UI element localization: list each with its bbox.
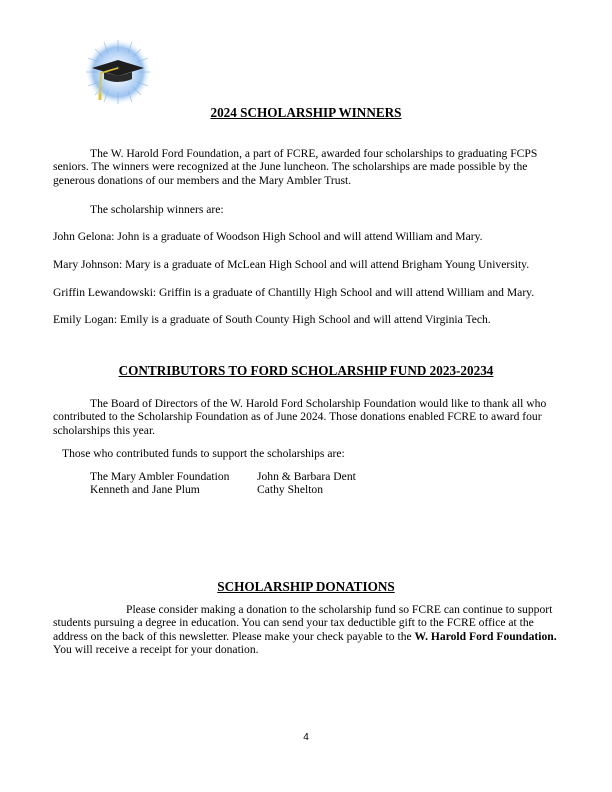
contributors-intro: The Board of Directors of the W. Harold Ford Scholarship Foundation would like to thank all who contributed to the Scholarship Foundation as of June 2024. Those donations enabled FCRE to award four scholarships this year. xyxy=(53,397,547,437)
donations-payee: W. Harold Ford Foundation. xyxy=(414,629,557,643)
donations-heading: SCHOLARSHIP DONATIONS xyxy=(217,579,395,594)
winners-heading: 2024 SCHOLARSHIP WINNERS xyxy=(210,105,402,120)
contributor-name: John & Barbara Dent xyxy=(257,470,356,483)
winner-item: John Gelona: John is a graduate of Woodson High School and will attend William and Mary. xyxy=(53,230,483,243)
donations-text xyxy=(53,603,563,657)
winners-intro: The W. Harold Ford Foundation, a part of FCRE, awarded four scholarships to graduating FCPS seniors. The winners were recognized at the June luncheon. The scholarships are made possible by the generous donations of our members and the Mary Ambler Trust. xyxy=(53,147,538,187)
winner-item: Griffin Lewandowski: Griffin is a graduate of Chantilly High School and will attend William and Mary. xyxy=(53,286,535,299)
graduation-cap-icon xyxy=(84,38,152,106)
contributor-name: Kenneth and Jane Plum xyxy=(90,483,200,497)
contributors-list xyxy=(90,470,356,497)
contributor-name: Cathy Shelton xyxy=(257,483,324,497)
donations-text-after: You will receive a receipt for your donation. xyxy=(53,643,259,657)
contributors-heading: CONTRIBUTORS TO FORD SCHOLARSHIP FUND 2023-20234 xyxy=(118,363,494,378)
winner-item: Emily Logan: Emily is a graduate of South County High School and will attend Virginia Tech. xyxy=(53,313,491,326)
donations-text-before: Please consider making a donation to the scholarship fund so FCRE can continue to support students pursuing a degree in education. You can send your tax deductible gift to the FCRE office at the address on the back of this newsletter. Please make your check payable to the xyxy=(53,603,553,643)
contributors-list-intro: Those who contributed funds to support the scholarships are: xyxy=(62,447,345,460)
contributor-name: The Mary Ambler Foundation xyxy=(90,470,230,483)
page-number: 4 xyxy=(303,732,309,743)
contributors-row xyxy=(90,470,356,483)
winner-item: Mary Johnson: Mary is a graduate of McLean High School and will attend Brigham Young University. xyxy=(53,258,530,271)
contributors-row xyxy=(90,483,356,496)
winners-list-intro: The scholarship winners are: xyxy=(90,203,224,216)
